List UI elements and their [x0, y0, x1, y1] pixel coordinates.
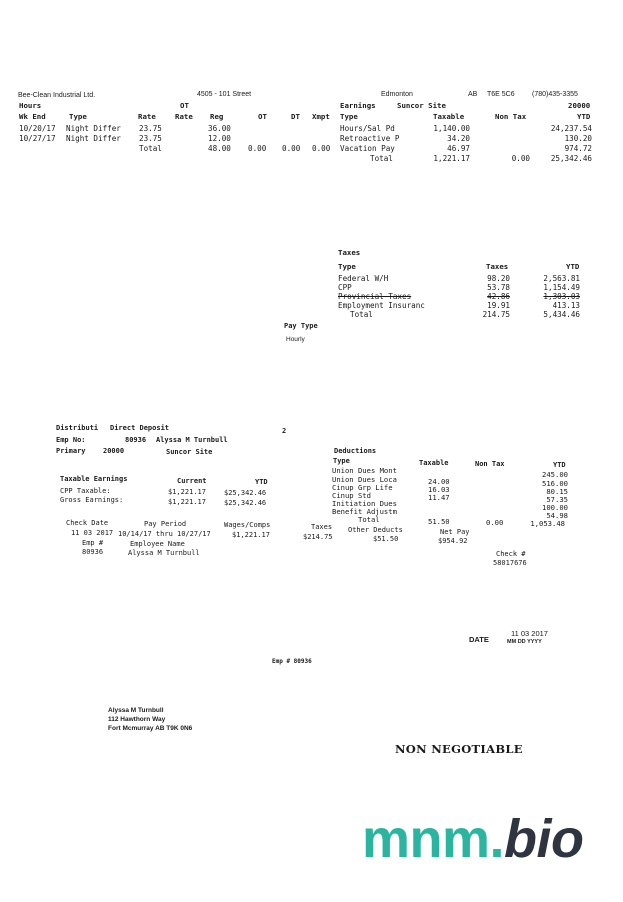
hours-row-rate: 23.75: [139, 134, 162, 143]
distribution-label: Distributi: [56, 424, 99, 432]
company-province: AB: [468, 91, 478, 98]
hours-col-rate: Rate: [138, 112, 156, 121]
hours-row-type: Night Differ: [66, 124, 121, 133]
taxable-row-current: $1,221.17: [168, 488, 206, 496]
hours-row-reg: 12.00: [208, 134, 231, 143]
hours-col-reg: Reg: [210, 112, 224, 121]
earnings-row-ytd: 130.20: [564, 134, 592, 143]
taxes-title: Taxes: [338, 248, 361, 257]
date-value: 11 03 2017: [511, 629, 548, 638]
watermark-part1: mnm.: [362, 809, 505, 869]
hours-col-type: Type: [69, 112, 87, 121]
hours-ot-label: OT: [180, 101, 189, 110]
taxes-col-taxes: Taxes: [486, 262, 509, 271]
earnings-col-ytd: YTD: [577, 112, 591, 121]
taxes-row-type: Federal W/H: [338, 274, 389, 283]
hours-col-xmpt: Xmpt: [312, 112, 330, 121]
address-name: Alyssa M Turnbull: [108, 707, 164, 714]
taxable-earnings-current-label: Current: [177, 477, 207, 485]
earnings-col-nontax: Non Tax: [495, 112, 527, 121]
deductions-title: Deductions: [334, 447, 377, 455]
earnings-row-type: Vacation Pay: [340, 144, 395, 153]
pay-period-label: Pay Period: [144, 520, 187, 528]
non-negotiable-stamp: NON NEGOTIABLE: [395, 742, 523, 756]
taxes-row-type: CPP: [338, 283, 352, 292]
company-street: 4505 - 101 Street: [197, 91, 252, 98]
emp-num-label: Emp #: [82, 539, 104, 547]
deductions-total-nontax: 0.00: [486, 518, 504, 527]
deductions-total-taxable: 51.50: [428, 517, 450, 526]
distribution-value: Direct Deposit: [110, 424, 170, 432]
deduction-row-type: Cinup Std: [332, 491, 371, 500]
hours-total-ot: 0.00: [248, 144, 267, 153]
company-name: Bee-Clean Industrial Ltd.: [18, 92, 96, 99]
emp-name: Alyssa M Turnbull: [156, 436, 228, 444]
emp-name-label: Employee Name: [130, 540, 185, 548]
earnings-col-taxable: Taxable: [433, 112, 465, 121]
summary-taxes-value: $214.75: [303, 533, 333, 541]
taxes-row-ytd: 413.13: [552, 301, 580, 310]
deduction-row-ytd: 54.98: [546, 511, 568, 520]
hours-row-wkend: 10/20/17: [19, 124, 56, 133]
taxable-row-ytd: $25,342.46: [224, 499, 267, 507]
pay-type-value: Hourly: [286, 336, 305, 343]
hours-total-xmpt: 0.00: [312, 144, 331, 153]
taxes-row-ytd: 2,563.81: [543, 274, 580, 283]
deductions-total-ytd: 1,053.48: [530, 519, 565, 528]
date-label: DATE: [469, 635, 489, 644]
net-pay-value: $954.92: [438, 537, 468, 545]
taxable-earnings-ytd-label: YTD: [255, 478, 268, 486]
deductions-total-label: Total: [358, 515, 380, 524]
hours-row-type: Night Differ: [66, 134, 121, 143]
other-deducts-value: $51.50: [373, 535, 399, 543]
taxable-earnings-title: Taxable Earnings: [60, 475, 128, 483]
check-number: 58017676: [493, 559, 527, 567]
deductions-col-ytd: YTD: [553, 461, 566, 469]
hours-col-dt: DT: [291, 112, 300, 121]
earnings-total-taxable: 1,221.17: [433, 154, 470, 163]
wages-label: Wages/Comps: [224, 521, 271, 529]
primary-site: Suncor Site: [166, 448, 213, 456]
check-number-label: Check #: [496, 550, 526, 558]
earnings-total-label: Total: [370, 154, 393, 163]
earnings-total-ytd: 25,342.46: [550, 154, 592, 163]
hours-total-dt: 0.00: [282, 144, 301, 153]
emp-reference: Emp # 80936: [272, 658, 312, 665]
hours-row-rate: 23.75: [139, 124, 162, 133]
deduction-row-type: Initiation Dues: [332, 499, 397, 508]
hours-col-wkend: Wk End: [19, 112, 46, 121]
primary-label: Primary: [56, 447, 86, 455]
date-format: MM DD YYYY: [507, 639, 542, 645]
page-number: 2: [282, 427, 287, 435]
deductions-col-type: Type: [333, 457, 350, 465]
taxes-row-taxes: 98.20: [487, 274, 510, 283]
summary-taxes-label: Taxes: [311, 523, 333, 531]
taxes-row-ytd: 1,303.03: [543, 292, 580, 301]
taxes-row-type: Provincial Taxes: [338, 292, 412, 301]
check-date: 11 03 2017: [71, 529, 114, 537]
taxes-row-taxes: 19.91: [487, 301, 510, 310]
taxes-row-ytd: 1,154.49: [543, 283, 580, 292]
taxes-row-taxes: 53.78: [487, 283, 510, 292]
emp-no: 80936: [125, 436, 147, 444]
earnings-row-type: Hours/Sal Pd: [340, 124, 395, 133]
deduction-row-taxable: 16.03: [428, 485, 450, 494]
earnings-row-type: Retroactive P: [340, 134, 400, 143]
earnings-title: Earnings: [340, 101, 376, 110]
emp-no-label: Emp No:: [56, 436, 86, 444]
earnings-total-nontax: 0.00: [511, 154, 530, 163]
hours-total-label: Total: [139, 144, 162, 153]
deduction-row-taxable: 11.47: [428, 493, 450, 502]
company-phone: (780)435-3355: [532, 91, 578, 98]
deduction-row-ytd: 516.00: [542, 479, 568, 488]
earnings-row-ytd: 24,237.54: [550, 124, 592, 133]
earnings-site: Suncor Site: [397, 101, 446, 110]
deductions-col-nontax: Non Tax: [475, 460, 505, 468]
check-date-label: Check Date: [66, 519, 109, 527]
deduction-row-type: Benefit Adjustm: [332, 507, 397, 516]
hours-col-ot-rate: Rate: [175, 112, 193, 121]
emp-name-value: Alyssa M Turnbull: [128, 549, 200, 557]
deductions-col-taxable: Taxable: [419, 459, 449, 467]
deduction-row-ytd: 245.00: [542, 470, 568, 479]
taxes-total-ytd: 5,434.46: [543, 310, 580, 319]
company-city: Edmonton: [381, 91, 413, 98]
hours-total-reg: 48.00: [208, 144, 231, 153]
pay-type-label: Pay Type: [284, 322, 318, 330]
taxes-row-type: Employment Insuranc: [338, 301, 425, 310]
deduction-row-ytd: 100.00: [542, 503, 568, 512]
address-line2: Fort Mcmurray AB T9K 0N6: [108, 725, 193, 732]
earnings-col-type: Type: [340, 112, 358, 121]
address-line1: 112 Hawthorn Way: [108, 716, 166, 723]
primary-code: 20000: [103, 447, 125, 455]
pay-period: 10/14/17 thru 10/27/17: [118, 530, 211, 538]
emp-num: 80936: [82, 548, 104, 556]
hours-title: Hours: [19, 101, 42, 110]
deduction-row-type: Union Dues Mont: [332, 466, 397, 475]
deduction-row-ytd: 57.35: [546, 495, 568, 504]
hours-row-wkend: 10/27/17: [19, 134, 56, 143]
wages-value: $1,221.17: [232, 531, 270, 539]
company-postal: T6E 5C6: [487, 91, 515, 98]
earnings-row-taxable: 34.20: [447, 134, 470, 143]
deduction-row-taxable: 24.00: [428, 477, 450, 486]
taxes-row-taxes: 42.86: [487, 292, 510, 301]
taxable-row-label: CPP Taxable:: [60, 487, 111, 495]
deduction-row-type: Cinup Grp Life: [332, 483, 393, 492]
hours-row-reg: 36.00: [208, 124, 231, 133]
taxes-total-taxes: 214.75: [482, 310, 510, 319]
earnings-row-taxable: 1,140.00: [433, 124, 470, 133]
taxes-total-label: Total: [350, 310, 373, 319]
watermark-logo: [362, 809, 584, 869]
net-pay-label: Net Pay: [440, 528, 470, 536]
earnings-code: 20000: [568, 101, 591, 110]
watermark-part2: bio: [504, 809, 584, 869]
taxable-row-current: $1,221.17: [168, 498, 206, 506]
earnings-row-taxable: 46.97: [447, 144, 470, 153]
deduction-row-type: Union Dues Loca: [332, 475, 397, 484]
other-deducts-label: Other Deducts: [348, 526, 403, 534]
earnings-row-ytd: 974.72: [564, 144, 592, 153]
taxable-row-label: Gross Earnings:: [60, 496, 124, 504]
taxable-row-ytd: $25,342.46: [224, 489, 267, 497]
taxes-col-type: Type: [338, 262, 356, 271]
deduction-row-ytd: 80.15: [546, 487, 568, 496]
taxes-col-ytd: YTD: [566, 262, 580, 271]
hours-col-ot: OT: [258, 112, 267, 121]
